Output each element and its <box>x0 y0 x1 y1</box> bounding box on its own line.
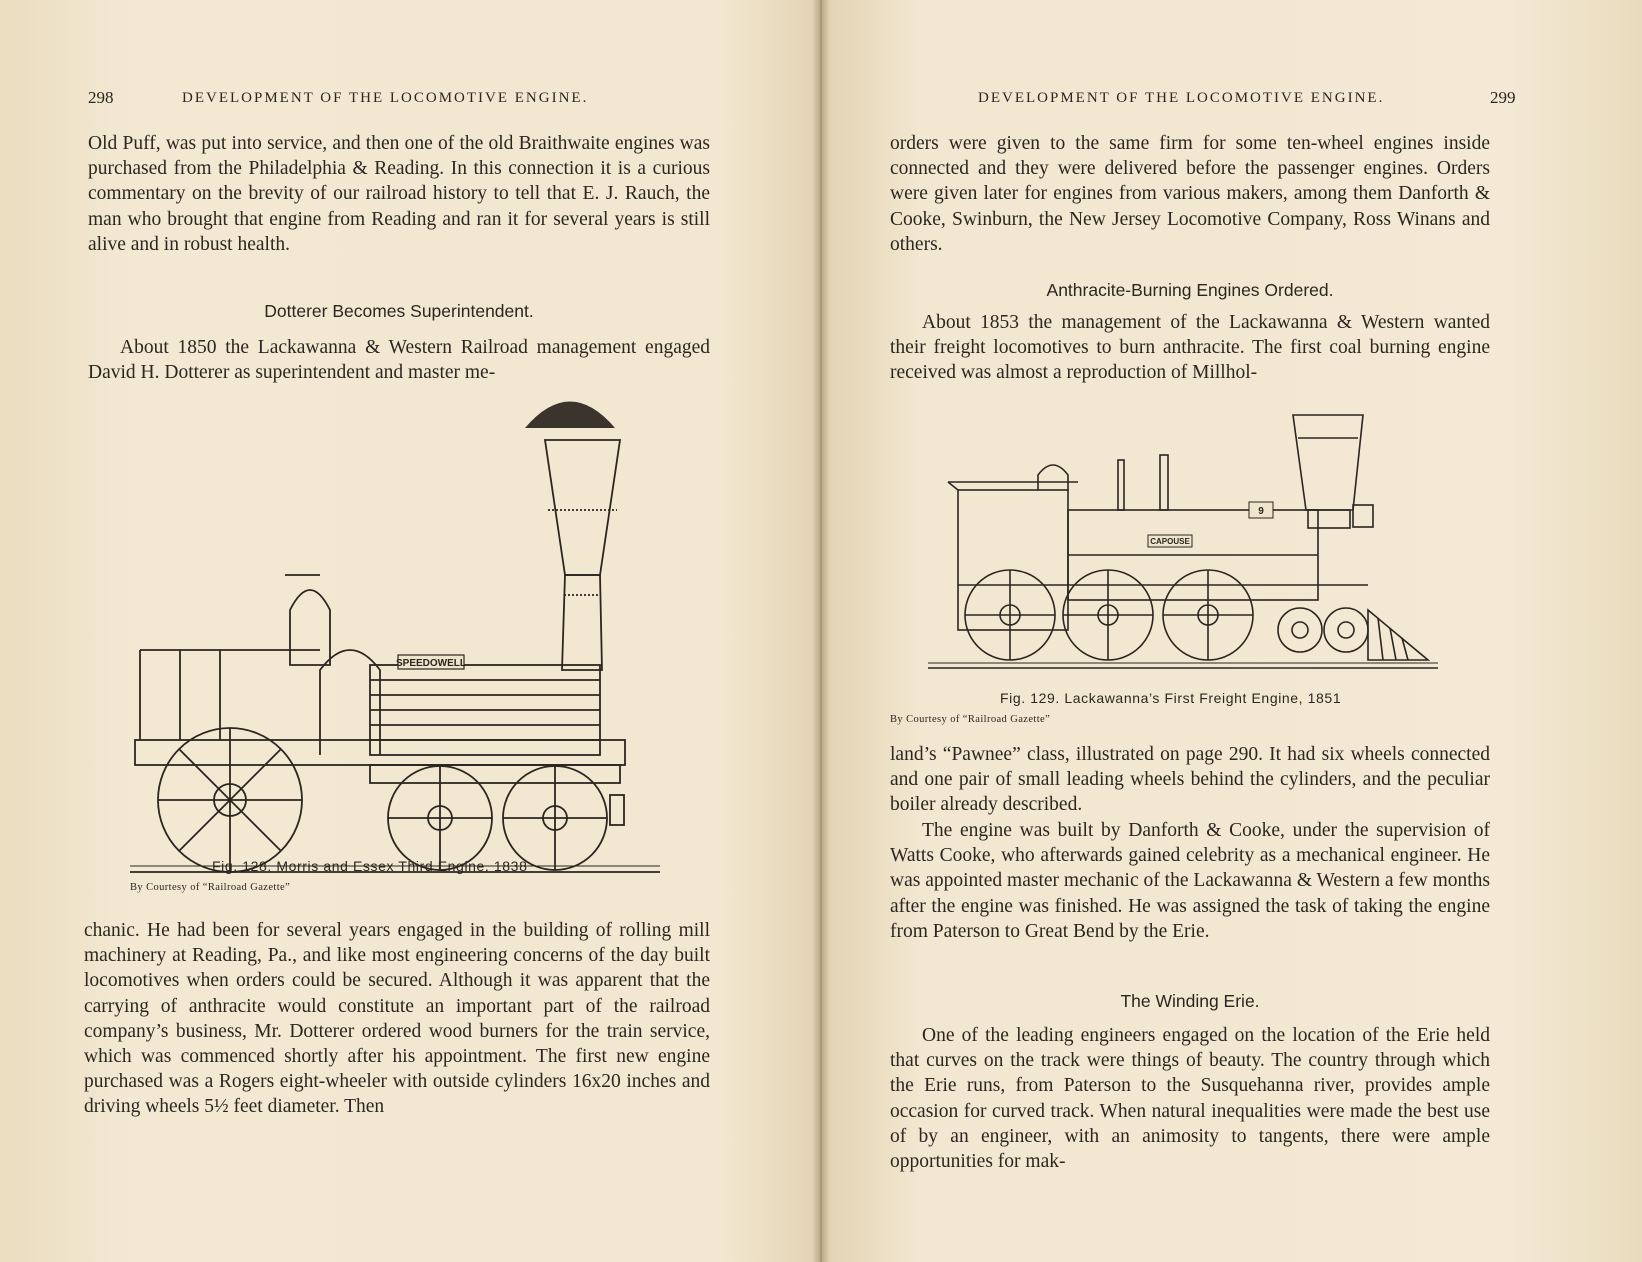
locomotive-illustration-fig129 <box>928 410 1448 670</box>
left-para-2: About 1850 the Lackawanna & Western Railroad management engaged David H. Dotterer as superintendent and master me- <box>88 337 710 384</box>
fig128-caption: Fig. 128. Morris and Essex Third Engine, 1838 <box>212 858 528 874</box>
locomotive-illustration-fig128 <box>130 400 670 880</box>
fig129-name-plate: CAPOUSE <box>1150 537 1190 546</box>
page-number-right: 299 <box>1490 88 1516 107</box>
fig128-name-plate: SPEEDOWELL <box>395 658 467 669</box>
running-head-left: DEVELOPMENT OF THE LOCOMOTIVE ENGINE. <box>182 90 589 106</box>
fig128-credit: By Courtesy of “Railroad Gazette” <box>130 882 291 893</box>
right-para-4: The engine was built by Danforth & Cooke, under the supervision of Watts Cooke, who afterwards gained celebrity as a mechanical engineer. He was appointed master mechanic of the Lackawanna & Western a few months after the engine was finished. He was assigned the task of taking the engine from Paterson to Great Bend by the Erie. <box>890 820 1490 942</box>
fig129-credit: By Courtesy of “Railroad Gazette” <box>890 714 1051 725</box>
page-number-left: 298 <box>88 88 114 107</box>
right-heading-2: The Winding Erie. <box>1120 991 1260 1011</box>
left-para-3: chanic. He had been for several years engaged in the building of rolling mill machinery at Reading, Pa., and like most engineering concerns of the day built locomotives when orders could be secured. Although it was apparent that the carrying of anthracite would constitute an important part of the railroad company’s business, Mr. Dotterer ordered wood burners for the train service, which was commenced shortly after his appointment. The first new engine purchased was a Rogers eight-wheeler with outside cylinders 16x20 inches and driving wheels 5½ feet diameter. Then <box>84 920 710 1118</box>
fig129-number-plate: 9 <box>1258 506 1264 517</box>
left-para-1: Old Puff, was put into service, and then one of the old Braithwaite engines was purchased from the Philadelphia & Reading. In this connection it is a curious commentary on the brevity of our railroad history to tell that E. J. Rauch, the man who brought that engine from Reading and ran it for several years is still alive and in robust health. <box>88 133 710 255</box>
right-para-5: One of the leading engineers engaged on the location of the Erie held that curves on the track were things of beauty. The country through which the Erie runs, from Paterson to the Susquehanna river, provides ample occasion for curved track. When natural inequalities were made the best use of by an engineer, with an animosity to tangents, there were ample opportunities for mak- <box>890 1025 1490 1173</box>
right-para-3: land’s “Pawnee” class, illustrated on page 290. It had six wheels connected and one pair of small leading wheels behind the cylinders, and the peculiar boiler already described. <box>890 744 1490 816</box>
left-heading-1: Dotterer Becomes Superintendent. <box>264 301 534 321</box>
right-page <box>828 0 1642 1262</box>
running-head-right: DEVELOPMENT OF THE LOCOMOTIVE ENGINE. <box>978 90 1385 106</box>
left-page <box>0 0 815 1262</box>
right-para-1: orders were given to the same firm for some ten-wheel engines inside connected and they were delivered before the passenger engines. Orders were given later for engines from various makers, among them Danforth & Cooke, Swinburn, the New Jersey Locomotive Company, Ross Winans and others. <box>890 133 1490 255</box>
right-para-2: About 1853 the management of the Lackawanna & Western wanted their freight locomotives to burn anthracite. The first coal burning engine received was almost a reproduction of Millhol- <box>890 312 1490 384</box>
fig129-caption: Fig. 129. Lackawanna’s First Freight Engine, 1851 <box>1000 690 1342 706</box>
right-heading-1: Anthracite-Burning Engines Ordered. <box>1046 280 1334 300</box>
